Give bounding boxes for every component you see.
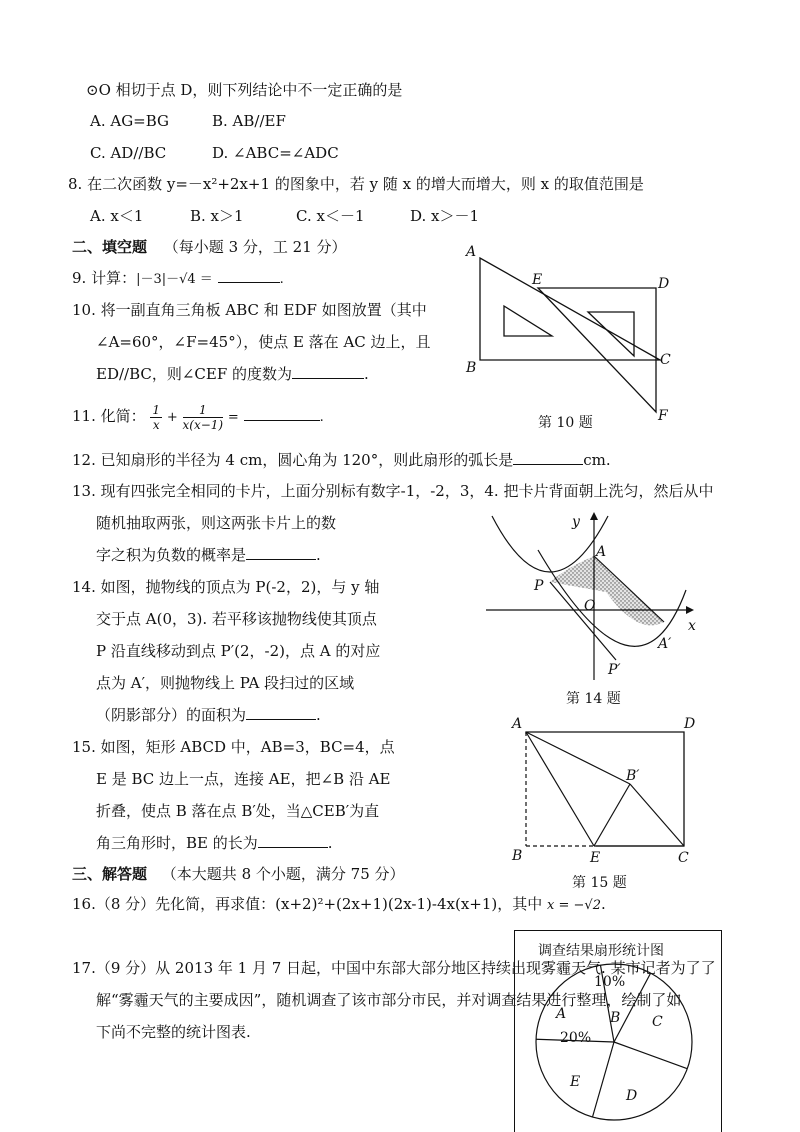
q8-option-d: D. x＞－1	[410, 207, 480, 225]
q15-label-b: B	[512, 848, 523, 864]
section-fill-in-title: 二、填空题 （每小题 3 分，工 21 分）	[72, 238, 347, 256]
q14-label-p: P	[534, 578, 544, 594]
q11-fraction-2: $\frac{1}{x(x-1)}$	[182, 402, 224, 432]
pie-percent-1: 10%	[594, 974, 626, 990]
q7-option-c: C. AD//BC	[90, 144, 167, 162]
boundary-c-d	[614, 1042, 687, 1069]
segment-b-prime-e	[594, 784, 630, 846]
inner-hole-edf	[588, 312, 634, 356]
section-solution-title: 三、解答题 （本大题共 8 个小题，满分 75 分）	[72, 865, 405, 883]
y-axis-arrow	[590, 512, 598, 520]
q14-line-3: P 沿直线移动到点 P′(2，-2)，点 A 的对应	[96, 642, 381, 660]
pie-label-a: A	[556, 1006, 567, 1022]
pie-chart-title: 调查结果扇形统计图	[538, 943, 664, 959]
q15-line-1: 15. 如图，矩形 ABCD 中，AB=3，BC=4，点	[72, 738, 395, 756]
q14-label-y: y	[572, 514, 580, 530]
q15-line-2: E 是 BC 边上一点，连接 AE，把∠B 沿 AE	[96, 770, 391, 788]
x-axis-arrow	[686, 606, 694, 614]
q15-label-d: D	[684, 716, 696, 732]
q14-line-5: （阴影部分）的面积为 .	[96, 706, 321, 724]
q13-line-3: 字之积为负数的概率是 .	[96, 546, 321, 564]
q9: 9. 计算：|－3|－√4 ＝ .	[72, 269, 284, 287]
q14-label-o: O	[584, 598, 596, 614]
q10-caption: 第 10 题	[538, 415, 593, 431]
q14-caption: 第 14 题	[566, 691, 621, 707]
q15-answer-blank	[258, 833, 328, 848]
q13-answer-blank	[246, 545, 316, 560]
rectangle-abcd-solid	[526, 732, 684, 846]
q10-label-a: A	[466, 244, 477, 260]
q15-figure	[506, 712, 706, 868]
pie-label-c: C	[652, 1014, 663, 1030]
q14-label-a: A	[596, 544, 607, 560]
q7-option-b: B. AB//EF	[212, 112, 286, 130]
q10-line-3: ED//BC，则∠CEF 的度数为 .	[96, 365, 369, 383]
q15-label-a: A	[512, 716, 523, 732]
pie-label-b: B	[610, 1010, 621, 1026]
segment-b-prime-c	[630, 784, 684, 846]
q8-stem: 8. 在二次函数 y=－x²+2x+1 的图象中，若 y 随 x 的增大而增大，则 x 的取值范围是	[68, 175, 644, 193]
q15-line-3: 折叠，使点 B 落在点 B′处，当△CEB′为直	[96, 802, 380, 820]
q10-label-b: B	[466, 360, 477, 376]
q14-answer-blank	[246, 705, 316, 720]
q14-line-2: 交于点 A(0，3). 若平移该抛物线使其顶点	[96, 610, 377, 628]
q7-stem: ⊙O 相切于点 D，则下列结论中不一定正确的是	[86, 81, 403, 99]
q8-option-b: B. x＞1	[190, 207, 244, 225]
q7-option-d: D. ∠ABC=∠ADC	[212, 144, 339, 162]
q15-label-b-prime: B′	[626, 768, 640, 784]
q15-line-4: 角三角形时，BE 的长为 .	[96, 834, 333, 852]
q17-line-3: 下尚不完整的统计图表.	[96, 1023, 251, 1041]
pie-label-e: E	[570, 1074, 581, 1090]
q9-answer-blank	[218, 268, 280, 283]
q13-line-1: 13. 现有四张完全相同的卡片，上面分别标有数字-1，-2，3，4. 把卡片背面朝上洗匀，然后从中	[72, 482, 714, 500]
q14-label-a-prime: A′	[658, 636, 672, 652]
q10-label-f: F	[658, 408, 668, 424]
q8-option-a: A. x＜1	[90, 207, 144, 225]
q14-figure	[478, 510, 708, 690]
q11: 11. 化简： $\frac{1}{x}$ + $\frac{1}{x(x-1)}$ = .	[72, 402, 324, 432]
q8-option-c: C. x＜－1	[296, 207, 365, 225]
q14-line-4: 点为 A′，则抛物线上 PA 段扫过的区域	[96, 674, 355, 692]
q14-shaded-region	[550, 556, 664, 625]
inner-hole-abc	[504, 306, 552, 336]
q11-answer-blank	[244, 406, 320, 421]
q10-line-2: ∠A=60°，∠F=45°），使点 E 落在 AC 边上，且	[96, 333, 431, 351]
q12-answer-blank	[513, 450, 583, 465]
q10-answer-blank	[292, 364, 364, 379]
q15-caption: 第 15 题	[572, 875, 627, 891]
q7-option-a: A. AG=BG	[90, 112, 170, 130]
q10-label-e: E	[532, 272, 543, 288]
triangle-abc	[480, 258, 660, 360]
q10-figure	[460, 240, 680, 440]
q17-line-2: 解“雾霾天气的主要成因”，随机调查了该市部分市民，并对调查结果进行整理，绘制了如	[96, 991, 682, 1009]
q16: 16.（8 分）先化简，再求值：(x+2)²+(2x+1)(2x-1)-4x(x+1)，其中 x = −√2.	[72, 895, 606, 913]
q14-line-1: 14. 如图，抛物线的顶点为 P(-2，2)，与 y 轴	[72, 578, 380, 596]
q14-label-p-prime: P′	[608, 662, 621, 678]
q10-label-c: C	[660, 352, 671, 368]
q11-fraction-1: $\frac{1}{x}$	[152, 402, 161, 432]
q10-label-d: D	[658, 276, 670, 292]
q17-line-1: 17.（9 分）从 2013 年 1 月 7 日起，中国中东部大部分地区持续出现雾霾天气. 某市记者为了了	[72, 959, 716, 977]
pie-label-d: D	[626, 1088, 638, 1104]
line-pp-prime	[550, 582, 616, 660]
q13-line-2: 随机抽取两张，则这两张卡片上的数	[96, 514, 337, 532]
q16-condition: x = −√2	[547, 898, 601, 913]
pie-chart	[514, 958, 722, 1132]
triangle-edf	[538, 288, 656, 412]
boundary-d-e	[593, 1042, 614, 1117]
q15-label-e: E	[590, 850, 601, 866]
q12: 12. 已知扇形的半径为 4 cm，圆心角为 120°，则此扇形的弧长是 cm.	[72, 451, 611, 469]
q10-line-1: 10. 将一副直角三角板 ABC 和 EDF 如图放置（其中	[72, 301, 427, 319]
q15-label-c: C	[678, 850, 689, 866]
q14-label-x: x	[688, 618, 696, 634]
pie-percent-2: 20%	[560, 1030, 592, 1046]
